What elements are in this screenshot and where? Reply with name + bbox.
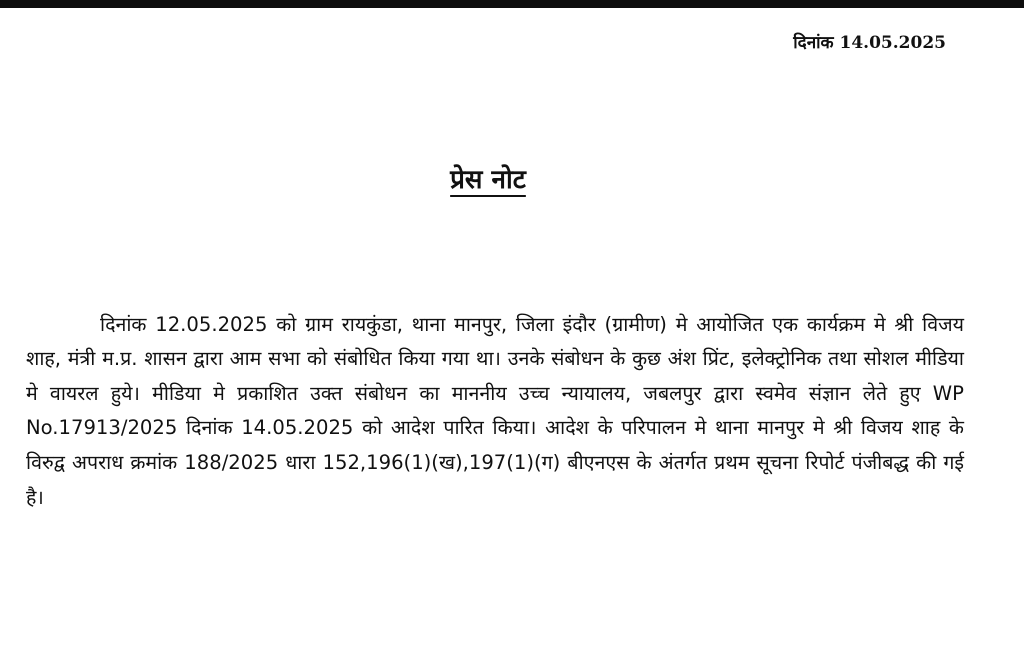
- document-date: दिनांक 14.05.2025: [793, 33, 946, 53]
- document-title: [0, 160, 976, 196]
- top-border-bar: [0, 0, 1024, 8]
- title-text: प्रेस नोट: [450, 165, 526, 195]
- body-paragraph: दिनांक 12.05.2025 को ग्राम रायकुंडा, थाना मानपुर, जिला इंदौर (ग्रामीण) मे आयोजित एक कार्यक्रम मे श्री विजय शाह, मंत्री म.प्र. शासन द्वारा आम सभा को संबोधित किया गया था। उनके संबोधन के कुछ अंश प्रिंट, इलेक्ट्रोनिक तथा सोशल मीडिया मे वायरल हुये। मीडिया मे प्रकाशित उक्त संबोधन का माननीय उच्च न्यायालय, जबलपुर द्वारा स्वमेव संज्ञान लेते हुए WP No.17913/2025 दिनांक 14.05.2025 को आदेश पारित किया। आदेश के परिपालन मे थाना मानपुर मे श्री विजय शाह के विरुद्व अपराध क्रमांक 188/2025 धारा 152,196(1)(ख),197(1)(ग) बीएनएस के अंतर्गत प्रथम सूचना रिपोर्ट पंजीबद्ध की गई है।: [26, 312, 964, 509]
